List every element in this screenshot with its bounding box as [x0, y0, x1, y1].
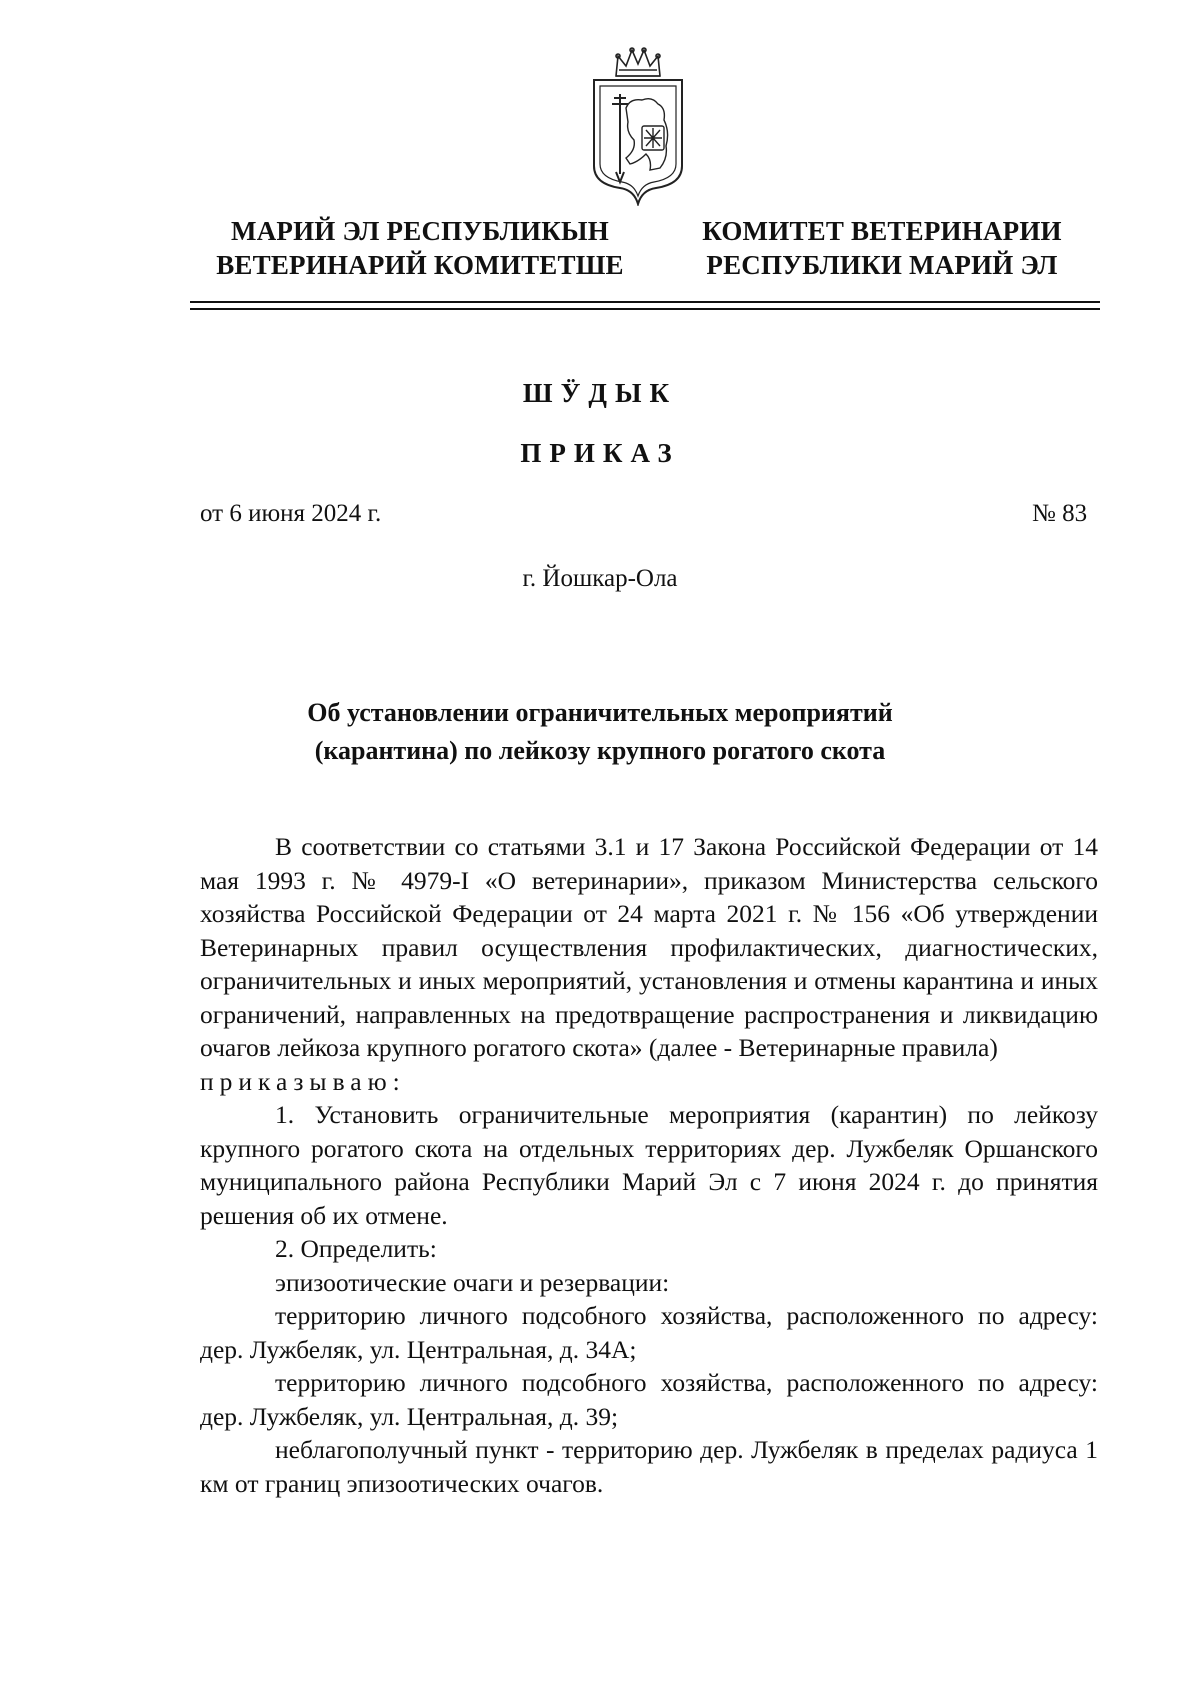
org-name-russian-line2: РЕСПУБЛИКИ МАРИЙ ЭЛ: [706, 250, 1058, 280]
document-title-line1: Об установлении ограничительных мероприятий: [307, 698, 893, 727]
item-1-paragraph: 1. Установить ограничительные мероприятия (карантин) по лейкозу крупного рогатого скота на отдельных территориях дер. Лужбеляк Оршанского муниципального района Республики Марий Эл с 7 июня 2024 г. до принятия решения об их отмене.: [200, 1100, 1098, 1230]
item-2-sub-2: территорию личного подсобного хозяйства, расположенного по адресу: дер. Лужбеляк, ул. Центральная, д. 39;: [200, 1368, 1098, 1431]
item-2-sub-heading: эпизоотические очаги и резервации:: [275, 1267, 670, 1297]
org-name-mari-line1: МАРИЙ ЭЛ РЕСПУБЛИКЫН: [231, 216, 609, 246]
document-city: г. Йошкар-Ола: [522, 565, 678, 592]
document-title-line2: (карантина) по лейкозу крупного рогатого скота: [314, 736, 886, 765]
mari-el-coat-of-arms-icon: [586, 46, 690, 206]
order-word: приказываю:: [200, 1066, 406, 1096]
org-name-russian-line1: КОМИТЕТ ВЕТЕРИНАРИИ: [702, 216, 1062, 246]
item-2-sub-3: неблагополучный пункт - территорию дер. Лужбеляк в пределах радиуса 1 км от границ эпизоотических очагов.: [200, 1435, 1098, 1498]
document-number: № 83: [1032, 500, 1088, 527]
document-body: [200, 830, 1098, 1500]
document-kind-russian: ПРИКАЗ: [520, 438, 680, 468]
item-2-paragraph: 2. Определить:: [275, 1234, 437, 1263]
header-divider-top: [190, 301, 1100, 303]
item-2-sub-1: территорию личного подсобного хозяйства, расположенного по адресу: дер. Лужбеляк, ул. Центральная, д. 34А;: [200, 1301, 1098, 1364]
org-name-russian: [682, 214, 1082, 282]
preamble-paragraph: В соответствии со статьями 3.1 и 17 Закона Российской Федерации от 14 мая 1993 г. № 4979-I «О ветеринарии», приказом Министерства сельского хозяйства Российской Федерации от 24 марта 2021 г. № 156 «Об утверждении Ветеринарных правил осуществления профилактических, диагностических, ограничительных и иных мероприятий, установления и отмены карантина и иных ограничений, направленных на предотвращение распространения и ликвидацию очагов лейкоза крупного рогатого скота» (далее - Ветеринарные правила): [200, 832, 1098, 1062]
document-title: [0, 694, 1200, 770]
header-divider-bottom: [190, 308, 1100, 310]
document-date: от 6 июня 2024 г.: [200, 500, 382, 527]
document-kind-mari: ШӰДЫК: [522, 378, 678, 408]
org-name-mari-line2: ВЕТЕРИНАРИЙ КОМИТЕТШЕ: [216, 250, 624, 280]
org-name-mari: [190, 214, 650, 282]
